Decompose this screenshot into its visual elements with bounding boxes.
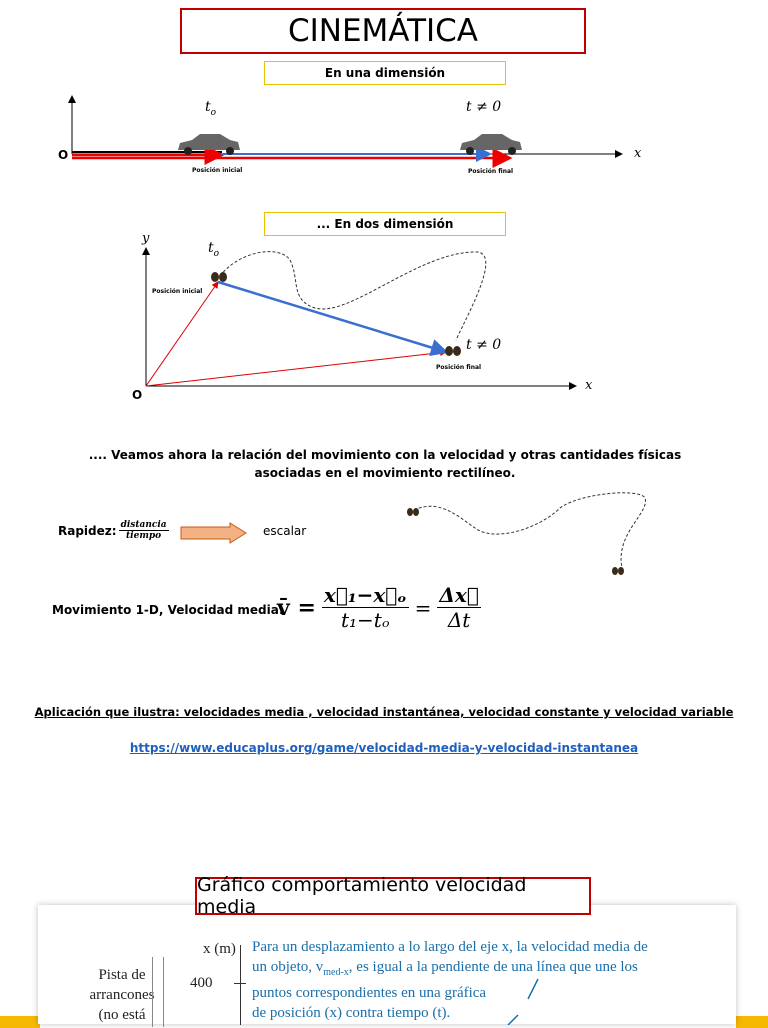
two-d-origin: O <box>132 388 143 402</box>
slope-line <box>498 975 558 1025</box>
page-title: CINEMÁTICA <box>180 8 586 54</box>
two-d-y-axis-label: y <box>142 231 150 246</box>
tick-mark <box>234 983 246 984</box>
application-text: Aplicación que ilustra: velocidades media , velocidad instantánea, velocidad constante y velocidad variable <box>34 705 734 719</box>
one-d-subtitle: En una dimensión <box>264 61 506 85</box>
two-d-pos-final: Posición final <box>436 364 482 371</box>
rapidez-label: Rapidez: <box>58 523 117 538</box>
textbook-description: Para un desplazamiento a lo largo del eje x, la velocidad media de un objeto, $v_{med-x}$, es igual a la pendiente de una línea que une los puntos correspondientes en una gráfica de posición (x) contra tiempo (t). <box>252 939 648 1021</box>
one-d-t-start: $t_o$ <box>205 99 217 118</box>
rapidez-fraction: $\frac{\text{distancia}}{\text{tiempo}}$ <box>120 520 167 541</box>
y-axis-line <box>240 945 241 1025</box>
pista-label: Pista de arrancones (no está <box>89 967 155 1023</box>
two-d-t-start: $t_o$ <box>208 240 220 259</box>
rapidez-result: escalar <box>263 524 307 538</box>
car-end-icon <box>460 134 522 155</box>
velocidad-media-label: Movimiento 1-D, Velocidad media: <box>52 603 284 617</box>
yellow-bar-right <box>736 1016 768 1028</box>
two-d-diagram <box>0 230 768 410</box>
butterfly-b-icon <box>612 567 624 575</box>
application-link-row <box>0 739 768 757</box>
x-axis-label: x (m) <box>203 941 236 957</box>
graph-section-title: Gráfico comportamiento velocidad media <box>195 877 591 915</box>
rapidez-row <box>58 520 169 541</box>
yellow-bar-left <box>0 1016 40 1028</box>
two-d-pos-initial: Posición inicial <box>152 288 203 295</box>
one-d-diagram <box>0 88 768 188</box>
one-d-pos-initial: Posición inicial <box>192 167 243 174</box>
butterfly-end-icon <box>445 346 461 356</box>
velocidad-media-formula: v̄ = $\frac{\text{x⃗₁−x⃗ₒ}}{\text{t₁−tₒ}}$ = $\frac{\Delta x⃗}{\Delta t}$ <box>277 583 479 632</box>
educaplus-link[interactable]: https://www.educaplus.org/game/velocidad-media-y-velocidad-instantanea <box>129 741 639 755</box>
tick-400: 400 <box>190 975 213 991</box>
textbook-figure <box>38 905 736 1024</box>
one-d-origin: O <box>58 148 69 162</box>
intro-paragraph: .... Veamos ahora la relación del movimiento con la velocidad y otras cantidades físicas asociadas en el movimiento rectilíneo. <box>88 448 682 480</box>
arrow-right-icon <box>180 522 248 544</box>
butterfly-path-diagram <box>400 488 660 580</box>
two-d-subtitle: ... En dos dimensión <box>264 212 506 236</box>
butterfly-a-icon <box>407 508 419 516</box>
one-d-t-end: t ≠ 0 <box>466 99 502 115</box>
one-d-x-axis-label: x <box>634 146 642 161</box>
two-d-x-axis-label: x <box>585 378 593 393</box>
butterfly-start-icon <box>211 272 227 282</box>
track-lines <box>152 957 164 1027</box>
one-d-pos-final: Posición final <box>468 168 514 175</box>
two-d-t-end: t ≠ 0 <box>466 337 502 353</box>
